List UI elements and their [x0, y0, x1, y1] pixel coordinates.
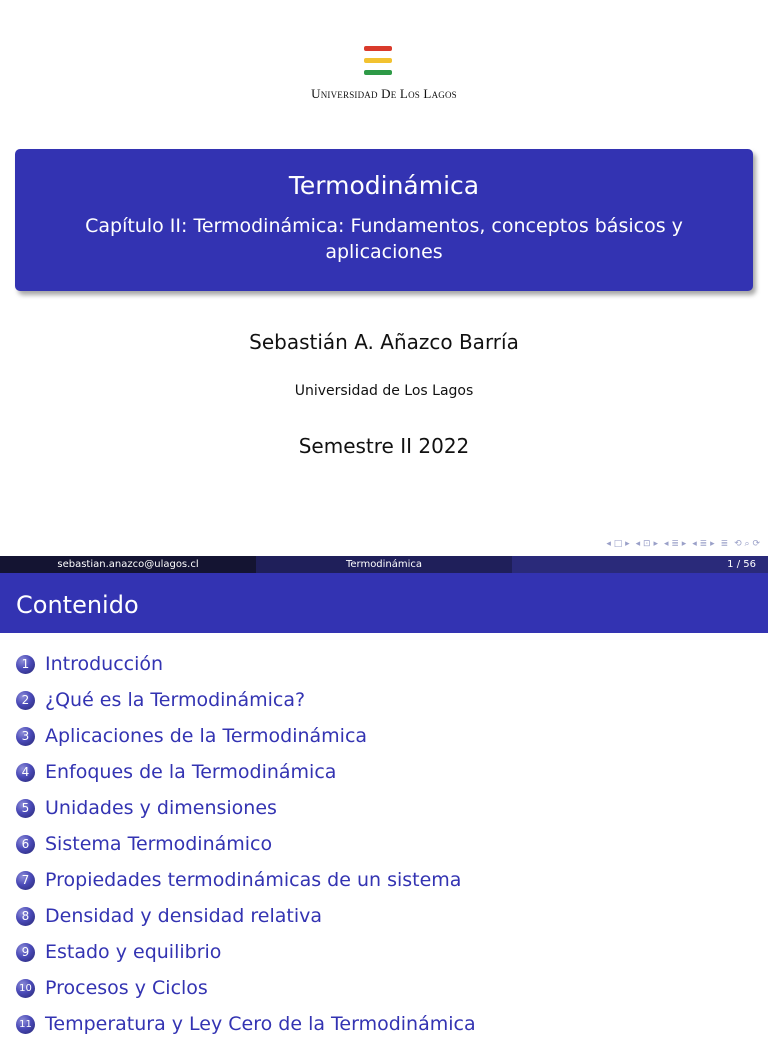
toc-item-label[interactable]: Introducción — [45, 653, 164, 675]
nav-search-icon[interactable]: ⟲ ⌕ ⟳ — [734, 539, 760, 549]
toc-number-ball-icon: 11 — [16, 1015, 35, 1034]
table-of-contents — [16, 646, 476, 1042]
nav-section-icon[interactable]: ◂ ≣ ▸ — [663, 539, 687, 549]
toc-item[interactable] — [16, 862, 476, 898]
toc-item-label[interactable]: Enfoques de la Termodinámica — [45, 761, 337, 783]
author-name: Sebastián A. Añazco Barría — [249, 330, 519, 354]
toc-item[interactable] — [16, 682, 476, 718]
toc-item-label[interactable]: Sistema Termodinámico — [45, 833, 273, 855]
toc-number-ball-icon: 10 — [16, 979, 35, 998]
toc-item-label[interactable]: Aplicaciones de la Termodinámica — [45, 725, 368, 747]
toc-item[interactable] — [16, 646, 476, 682]
toc-item-label[interactable]: Procesos y Ciclos — [45, 977, 208, 999]
toc-item-label[interactable]: Unidades y dimensiones — [45, 797, 277, 819]
toc-number-ball-icon: 3 — [16, 727, 35, 746]
toc-item[interactable] — [16, 790, 476, 826]
nav-frame-icon[interactable]: ◂ □ ▸ — [606, 539, 630, 549]
toc-number-ball-icon: 4 — [16, 763, 35, 782]
toc-number-ball-icon: 2 — [16, 691, 35, 710]
toc-number-ball-icon: 5 — [16, 799, 35, 818]
toc-item[interactable] — [16, 934, 476, 970]
nav-subsection-icon[interactable]: ◂ ⊡ ▸ — [635, 539, 658, 549]
frame-title: Contenido — [16, 591, 139, 619]
toc-number-ball-icon: 9 — [16, 943, 35, 962]
footer-email: sebastian.anazco@ulagos.cl — [0, 556, 256, 573]
logo-university-name: Universidad De Los Lagos — [311, 86, 457, 101]
footer-title: Termodinámica — [256, 556, 512, 573]
toc-number-ball-icon: 7 — [16, 871, 35, 890]
toc-item-label[interactable]: Densidad y densidad relativa — [45, 905, 323, 927]
footer-page-number: 1 / 56 — [512, 556, 768, 573]
logo-red-bar — [364, 46, 392, 51]
institute-name: Universidad de Los Lagos — [294, 383, 474, 399]
presentation-subtitle: Capítulo II: Termodinámica: Fundamentos, conceptos básicos y aplicaciones — [85, 215, 683, 263]
toc-item[interactable] — [16, 754, 476, 790]
title-box — [15, 149, 753, 291]
logo-yellow-bar — [364, 58, 392, 63]
presentation-date: Semestre II 2022 — [298, 434, 470, 458]
toc-number-ball-icon: 1 — [16, 655, 35, 674]
toc-item[interactable] — [16, 826, 476, 862]
beamer-navigation[interactable] — [606, 537, 760, 551]
toc-number-ball-icon: 8 — [16, 907, 35, 926]
toc-item[interactable] — [16, 898, 476, 934]
frame-title-bar — [0, 573, 768, 633]
toc-item[interactable] — [16, 1006, 476, 1042]
logo-green-bar — [364, 70, 392, 75]
toc-item-label[interactable]: Estado y equilibrio — [45, 941, 222, 963]
toc-item-label[interactable]: ¿Qué es la Termodinámica? — [45, 689, 306, 711]
footline — [0, 556, 768, 573]
presentation-title: Termodinámica — [288, 171, 480, 200]
toc-item-label[interactable]: Temperatura y Ley Cero de la Termodinámica — [45, 1013, 476, 1035]
university-logo — [362, 44, 396, 80]
toc-item[interactable] — [16, 718, 476, 754]
nav-toc-icon[interactable]: ≣ — [720, 539, 729, 549]
toc-item[interactable] — [16, 970, 476, 1006]
toc-item-label[interactable]: Propiedades termodinámicas de un sistema — [45, 869, 462, 891]
toc-number-ball-icon: 6 — [16, 835, 35, 854]
nav-subsection-list-icon[interactable]: ◂ ≣ ▸ — [692, 539, 715, 549]
